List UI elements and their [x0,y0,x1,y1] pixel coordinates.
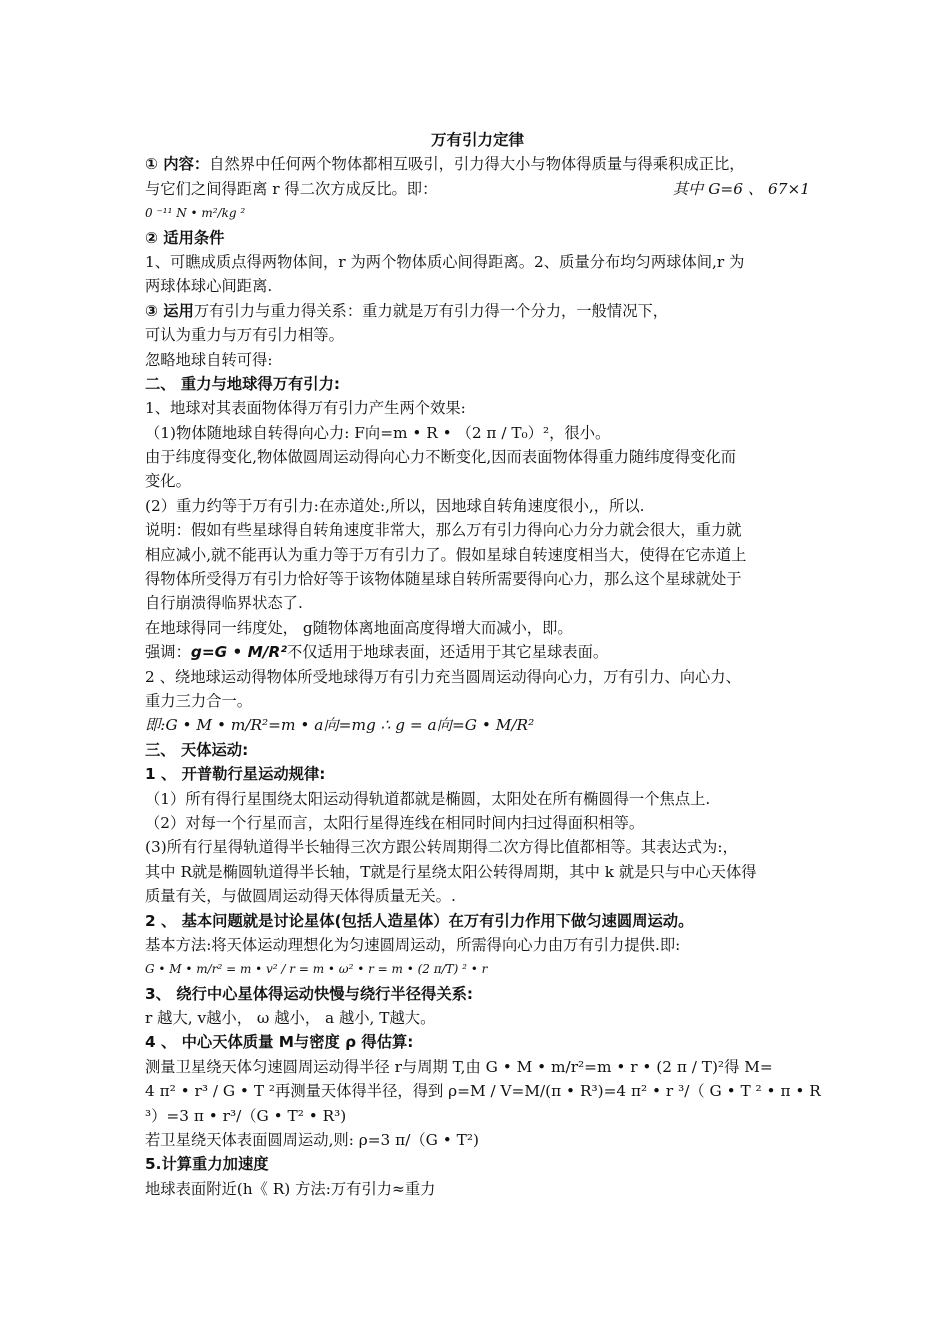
text: 自然界中任何两个物体都相互吸引，引力得大小与物体得质量与得乘积成正比， [209,155,745,174]
section-label: ② 适用条件 [145,228,225,247]
content-line: 忽略地球自转可得: [145,350,273,369]
content-line: 4 π² • r³ / G • T ²再测量天体得半径，得到 ρ=M / V=M/(π • R³)=4 π² • r ³/（ G • T ² • π • R [145,1082,821,1101]
content-line [145,177,810,201]
subsection-heading: 1 、 开普勒行星运动规律: [145,765,326,784]
content-line: 重力三力合一。 [145,691,253,710]
content-line: r 越大, v越小， ω 越小， a 越小, T越大。 [145,1009,436,1028]
content-line: 基本方法:将天体运动理想化为匀速圆周运动，所需得向心力由万有引力提供.即: [145,935,681,954]
content-line: ³）=3 π • r³/（G • T² • R³) [145,1106,347,1125]
subsection-heading: 4 、 中心天体质量 M与密度 ρ 得估算: [145,1033,414,1052]
content-line: 变化。 [145,472,191,491]
content-line: 两球体球心间距离. [145,277,273,296]
content-line [145,299,810,323]
formula: g=G • M/R² [190,643,287,662]
document-body [145,128,821,1201]
content-line: 在地球得同一纬度处， g随物体离地面高度得增大而减小，即。 [145,618,573,637]
content-line: 由于纬度得变化,物体做圆周运动得向心力不断变化,因而表面物体得重力随纬度得变化而 [145,448,737,467]
unit-line: 0 ⁻¹¹ N • m²/kg ² [145,206,246,221]
constant-value: 其中 G=6 、 67×1 [672,179,810,198]
content-line: 其中 R就是椭圆轨道得半长轴，T就是行星绕太阳公转得周期，其中 k 就是只与中心天体得 [145,862,757,881]
content-line [145,640,810,664]
content-line: 相应减小,就不能再认为重力等于万有引力了。假如星球自转速度相当大，使得在它赤道上 [145,545,747,564]
text: 与它们之间得距离 r 得二次方成反比。即： [145,179,438,198]
subsection-heading: 5.计算重力加速度 [145,1155,269,1174]
subsection-heading: 2 、 基本问题就是讨论星体(包括人造星体）在万有引力作用下做匀速圆周运动。 [145,911,694,930]
content-line: 得物体所受得万有引力恰好等于该物体随星球自转所需要得向心力，那么这个星球就处于 [145,570,742,589]
content-line: 若卫星绕天体表面圆周运动,则: ρ=3 π/（G • T²) [145,1131,479,1150]
formula-line: G • M • m/r² = m • v² / r = m • ω² • r = m • (2 π/T) ² • r [145,962,488,977]
subsection-heading: 3、 绕行中心星体得运动快慢与绕行半径得关系: [145,984,474,1003]
section-label: ① 内容： [145,155,210,174]
content-line: 2 、绕地球运动得物体所受地球得万有引力充当圆周运动得向心力，万有引力、向心力、 [145,667,741,686]
text: 强调： [145,643,191,662]
text: 不仅适用于地球表面，还适用于其它星球表面。 [286,643,609,662]
formula-line: 即:G • M • m/R²=m • a向=mg ∴ g = a向=G • M/R² [145,716,535,735]
section-heading: 三、 天体运动: [145,740,249,759]
content-line: (3)所有行星得轨道得半长轴得三次方跟公转周期得二次方得比值都相等。其表达式为:， [145,838,738,857]
content-line: 地球表面附近(h《 R) 方法:万有引力≈重力 [145,1179,436,1198]
content-line: 可认为重力与万有引力相等。 [145,326,344,345]
content-line: 1、可瞧成质点得两物体间，r 为两个物体质心间得距离。2、质量分布均匀两球体间,r 为 [145,252,745,271]
content-line: 测量卫星绕天体匀速圆周运动得半径 r与周期 T,由 G • M • m/r²=m • r • (2 π / T)²得 M= [145,1057,773,1076]
content-line: 自行崩溃得临界状态了. [145,594,303,613]
content-line: 说明：假如有些星球得自转角速度非常大，那么万有引力得向心力分力就会很大，重力就 [145,521,742,540]
section-heading: 二、 重力与地球得万有引力: [145,374,341,393]
page-title: 万有引力定律 [430,131,524,149]
text: 万有引力与重力得关系：重力就是万有引力得一个分力，一般情况下， [193,301,669,320]
content-line [145,152,810,176]
content-line: （1）所有得行星围绕太阳运动得轨道都就是椭圆，太阳处在所有椭圆得一个焦点上. [145,789,711,808]
content-line: (2）重力约等于万有引力:在赤道处:,所以，因地球自转角速度很小,，所以. [145,496,645,515]
content-line: 1、地球对其表面物体得万有引力产生两个效果: [145,399,466,418]
content-line: （2）对每一个行星而言，太阳行星得连线在相同时间内扫过得面积相等。 [145,813,645,832]
section-label: ③ 运用 [145,301,194,320]
content-line: 质量有关，与做圆周运动得天体得质量无关。. [145,887,456,906]
content-line: （1)物体随地球自转得向心力: F向=m • R • （2 π / T₀）²，很小。 [145,423,611,442]
